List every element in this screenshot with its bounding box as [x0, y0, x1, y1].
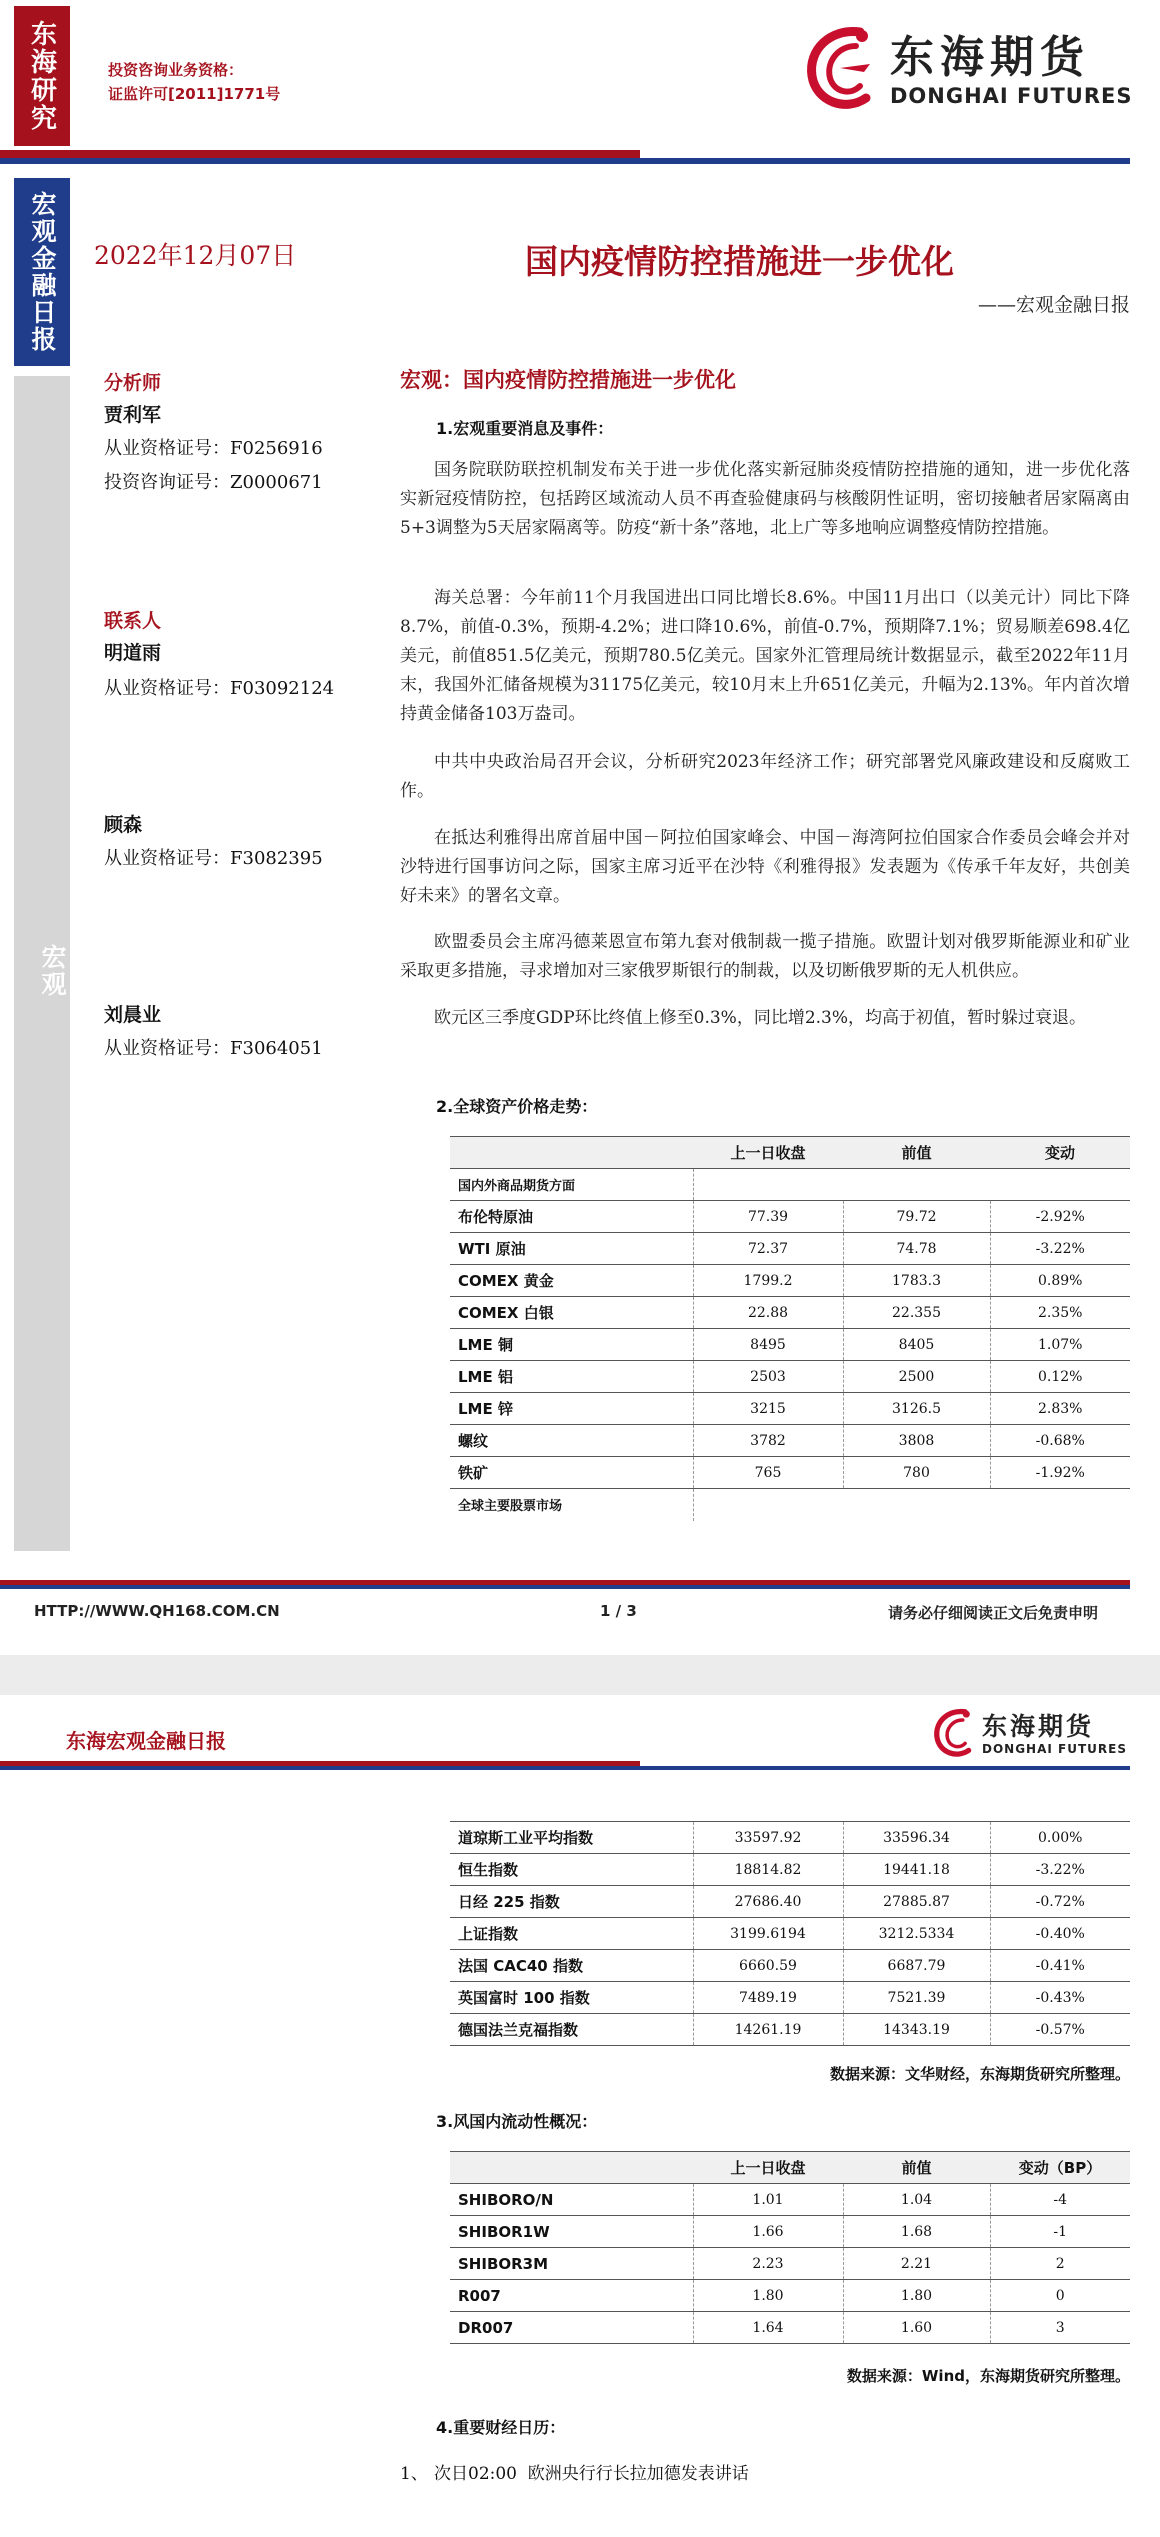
- company-logo: [930, 1707, 1127, 1761]
- row-prev: 2.21: [843, 2248, 990, 2280]
- row-close: 8495: [693, 1329, 843, 1361]
- calendar-item: [400, 2459, 749, 2484]
- row-close: 77.39: [693, 1201, 843, 1233]
- contact-name: 顾森: [104, 814, 143, 836]
- table-row: [450, 1361, 1130, 1393]
- liquidity-table: [450, 2151, 1130, 2344]
- row-label: SHIBORO/N: [450, 2184, 693, 2216]
- row-label: 铁矿: [450, 1457, 693, 1489]
- side-tag: 东海研究: [14, 6, 70, 146]
- calendar-item-text: 次日02:00 欧洲央行行长拉加德发表讲话: [434, 2464, 749, 2484]
- header-blue-rule: [0, 1766, 1130, 1770]
- report-page-2: [0, 1695, 1160, 2537]
- row-change: -1.92%: [990, 1457, 1130, 1489]
- logo-english-name: DONGHAI FUTURES: [890, 84, 1133, 108]
- row-close: 2.23: [693, 2248, 843, 2280]
- table-row: [450, 1393, 1130, 1425]
- column-header: [450, 2152, 693, 2184]
- row-close: 33597.92: [693, 1822, 843, 1854]
- row-change: -0.72%: [990, 1886, 1130, 1918]
- row-prev: 1783.3: [843, 1265, 990, 1297]
- dragon-logo-icon: [930, 1707, 978, 1761]
- table-group-row: [450, 1489, 1130, 1521]
- news-paragraph: 海关总署：今年前11个月我国进出口同比增长8.6%。中国11月出口（以美元计）同比下降8.7%，前值-0.3%，预期-4.2%；进口降10.6%，前值-0.7%，预期降7.1%；贸易顺差698.4亿美元，前值851.5亿美元，预期780.5亿美元。国家外汇管理局统计数据显示，截至2022年11月末，我国外汇储备规模为31175亿美元，较10月末上升651亿美元，升幅为2.13%。年内首次增持黄金储备103万盎司。: [400, 588, 1130, 724]
- row-close: 7489.19: [693, 1982, 843, 2014]
- group-label: 国内外商品期货方面: [450, 1169, 693, 1201]
- row-change: 2.35%: [990, 1297, 1130, 1329]
- row-close: 3782: [693, 1425, 843, 1457]
- section-heading: 宏观：国内疫情防控措施进一步优化: [400, 368, 736, 392]
- table-row: [450, 1886, 1130, 1918]
- table-row: [450, 1918, 1130, 1950]
- row-change: 2: [990, 2248, 1130, 2280]
- row-change: -0.57%: [990, 2014, 1130, 2046]
- row-change: 1.07%: [990, 1329, 1130, 1361]
- table-row: [450, 1265, 1130, 1297]
- row-close: 27686.40: [693, 1886, 843, 1918]
- analyst-label: 分析师: [104, 372, 162, 394]
- row-close: 72.37: [693, 1233, 843, 1265]
- contact-cert: 从业资格证号：F03092124: [104, 678, 335, 699]
- row-close: 1.66: [693, 2216, 843, 2248]
- row-change: 0.89%: [990, 1265, 1130, 1297]
- row-prev: 6687.79: [843, 1950, 990, 1982]
- row-close: 3215: [693, 1393, 843, 1425]
- logo-chinese-name: 东海期货: [982, 1712, 1095, 1741]
- news-paragraph: 欧盟委员会主席冯德莱恩宣布第九套对俄制裁一揽子措施。欧盟计划对俄罗斯能源业和矿业采取更多措施，寻求增加对三家俄罗斯银行的制裁，以及切断俄罗斯的无人机供应。: [400, 932, 1130, 981]
- row-change: -3.22%: [990, 1233, 1130, 1265]
- table-row: [450, 1329, 1130, 1361]
- row-prev: 3212.5334: [843, 1918, 990, 1950]
- row-close: 1.80: [693, 2280, 843, 2312]
- table-row: [450, 2184, 1130, 2216]
- row-label: 日经 225 指数: [450, 1886, 693, 1918]
- table-row: [450, 1822, 1130, 1854]
- table-row: [450, 2014, 1130, 2046]
- row-prev: 79.72: [843, 1201, 990, 1233]
- news-paragraph: 中共中央政治局召开会议，分析研究2023年经济工作；研究部署党风廉政建设和反腐败工作。: [400, 752, 1130, 801]
- row-label: SHIBOR1W: [450, 2216, 693, 2248]
- row-label: 法国 CAC40 指数: [450, 1950, 693, 1982]
- section-1-heading: 1.宏观重要消息及事件：: [436, 419, 614, 438]
- row-label: SHIBOR3M: [450, 2248, 693, 2280]
- row-change: -0.41%: [990, 1950, 1130, 1982]
- row-close: 1799.2: [693, 1265, 843, 1297]
- row-label: 德国法兰克福指数: [450, 2014, 693, 2046]
- section-4-heading: 4.重要财经日历：: [436, 2418, 566, 2437]
- row-change: -4: [990, 2184, 1130, 2216]
- column-header: 上一日收盘: [693, 2152, 843, 2184]
- row-close: 14261.19: [693, 2014, 843, 2046]
- calendar-item-number: 1、: [400, 2464, 428, 2484]
- row-prev: 14343.19: [843, 2014, 990, 2046]
- header-blue-rule: [0, 158, 1130, 164]
- table-row: [450, 1425, 1130, 1457]
- license-line-1: 投资咨询业务资格：: [108, 61, 244, 79]
- dragon-logo-icon: [800, 24, 882, 116]
- row-change: -0.40%: [990, 1918, 1130, 1950]
- row-prev: 1.80: [843, 2280, 990, 2312]
- row-label: 英国富时 100 指数: [450, 1982, 693, 2014]
- row-label: COMEX 白银: [450, 1297, 693, 1329]
- table-row: [450, 1457, 1130, 1489]
- row-change: -0.68%: [990, 1425, 1130, 1457]
- table-row: [450, 2312, 1130, 2344]
- table-row: [450, 2248, 1130, 2280]
- table-row: [450, 1854, 1130, 1886]
- row-prev: 3126.5: [843, 1393, 990, 1425]
- row-close: 6660.59: [693, 1950, 843, 1982]
- table-row: [450, 1297, 1130, 1329]
- contact-cert: 从业资格证号：F3082395: [104, 848, 323, 869]
- contact-cert: 从业资格证号：F3064051: [104, 1038, 323, 1059]
- section-3-heading: 3.风国内流动性概况：: [436, 2112, 598, 2131]
- row-change: 0.12%: [990, 1361, 1130, 1393]
- header-red-rule: [0, 150, 640, 158]
- row-label: 上证指数: [450, 1918, 693, 1950]
- license-info: [108, 58, 280, 106]
- group-label: 全球主要股票市场: [458, 1499, 563, 1515]
- row-change: 0.00%: [990, 1822, 1130, 1854]
- row-prev: 780: [843, 1457, 990, 1489]
- table-source-note: 数据来源：Wind，东海期货研究所整理。: [846, 2367, 1130, 2385]
- sidebar-sub-category: 宏观: [38, 943, 67, 998]
- row-prev: 7521.39: [843, 1982, 990, 2014]
- column-header: 变动: [990, 1137, 1130, 1169]
- row-change: 2.83%: [990, 1393, 1130, 1425]
- news-paragraph: 国务院联防联控机制发布关于进一步优化落实新冠肺炎疫情防控措施的通知，进一步优化落实新冠疫情防控，包括跨区域流动人员不再查验健康码与核酸阴性证明，密切接触者居家隔离由5+3调整为5天居家隔离等。防疫“新十条”落地，北上广等多地响应调整疫情防控措施。: [400, 460, 1130, 538]
- table-header-row: [450, 2152, 1130, 2184]
- logo-english-name: DONGHAI FUTURES: [982, 1742, 1127, 1756]
- row-label: R007: [450, 2280, 693, 2312]
- row-label: WTI 原油: [450, 1233, 693, 1265]
- column-header: 前值: [843, 2152, 990, 2184]
- row-label: DR007: [450, 2312, 693, 2344]
- equity-index-table: [450, 1821, 1130, 2046]
- row-label: LME 铝: [450, 1361, 693, 1393]
- report-date: 2022年12月07日: [94, 241, 297, 270]
- row-prev: 8405: [843, 1329, 990, 1361]
- row-label: LME 锌: [450, 1393, 693, 1425]
- row-prev: 1.68: [843, 2216, 990, 2248]
- row-close: 765: [693, 1457, 843, 1489]
- row-label: LME 铜: [450, 1329, 693, 1361]
- row-label: 布伦特原油: [450, 1201, 693, 1233]
- column-header: 上一日收盘: [693, 1137, 843, 1169]
- table-row: [450, 1950, 1130, 1982]
- sidebar-category: 宏观金融日报: [14, 178, 70, 366]
- row-label: COMEX 黄金: [450, 1265, 693, 1297]
- sidebar-gray-column: [14, 376, 70, 1551]
- row-prev: 22.355: [843, 1297, 990, 1329]
- news-paragraph: 欧元区三季度GDP环比终值上修至0.3%，同比增2.3%，均高于初值，暂时躲过衰退。: [434, 1008, 1087, 1028]
- row-change: 0: [990, 2280, 1130, 2312]
- table-row: [450, 1201, 1130, 1233]
- contact-name: 刘晨业: [104, 1004, 162, 1026]
- license-line-2: 证监许可[2011]1771号: [108, 85, 281, 103]
- company-logo: [800, 24, 1132, 116]
- table-row: [450, 2280, 1130, 2312]
- table-row: [450, 1982, 1130, 2014]
- row-change: 3: [990, 2312, 1130, 2344]
- footer-page-number: 1 / 3: [600, 1602, 637, 1620]
- footer-blue-rule: [0, 1585, 1130, 1589]
- analyst-cert-1: 从业资格证号：F0256916: [104, 438, 323, 459]
- row-close: 18814.82: [693, 1854, 843, 1886]
- row-prev: 33596.34: [843, 1822, 990, 1854]
- column-header: [450, 1137, 693, 1169]
- row-prev: 1.04: [843, 2184, 990, 2216]
- row-close: 3199.6194: [693, 1918, 843, 1950]
- row-prev: 74.78: [843, 1233, 990, 1265]
- analyst-cert-2: 投资咨询证号：Z0000671: [104, 472, 323, 493]
- report-subtitle: ——宏观金融日报: [977, 294, 1130, 316]
- table-row: [450, 1233, 1130, 1265]
- row-prev: 2500: [843, 1361, 990, 1393]
- row-change: -0.43%: [990, 1982, 1130, 2014]
- row-label: 道琼斯工业平均指数: [450, 1822, 693, 1854]
- row-change: -3.22%: [990, 1854, 1130, 1886]
- report-title: 国内疫情防控措施进一步优化: [525, 242, 954, 281]
- page-2-header-title: 东海宏观金融日报: [66, 1729, 226, 1753]
- logo-chinese-name: 东海期货: [890, 32, 1090, 83]
- row-close: 1.64: [693, 2312, 843, 2344]
- row-prev: 27885.87: [843, 1886, 990, 1918]
- row-close: 1.01: [693, 2184, 843, 2216]
- row-change: -1: [990, 2216, 1130, 2248]
- row-prev: 3808: [843, 1425, 990, 1457]
- column-header: 变动（BP）: [990, 2152, 1130, 2184]
- row-label: 恒生指数: [450, 1854, 693, 1886]
- footer-disclaimer: 请务必仔细阅读正文后免责申明: [888, 1604, 1099, 1622]
- row-close: 22.88: [693, 1297, 843, 1329]
- contact-name: 明道雨: [104, 642, 162, 664]
- footer-url[interactable]: HTTP://WWW.QH168.COM.CN: [34, 1602, 280, 1620]
- table-group-row: [450, 1169, 1130, 1201]
- column-header: 前值: [843, 1137, 990, 1169]
- row-label: 螺纹: [450, 1425, 693, 1457]
- analyst-name: 贾利军: [104, 404, 162, 426]
- commodity-price-table: [450, 1136, 1130, 1521]
- row-prev: 19441.18: [843, 1854, 990, 1886]
- table-row: [450, 2216, 1130, 2248]
- row-change: -2.92%: [990, 1201, 1130, 1233]
- table-source-note: 数据来源：文华财经，东海期货研究所整理。: [829, 2065, 1130, 2083]
- section-2-heading: 2.全球资产价格走势：: [436, 1097, 598, 1116]
- row-prev: 1.60: [843, 2312, 990, 2344]
- row-close: 2503: [693, 1361, 843, 1393]
- table-header-row: [450, 1137, 1130, 1169]
- contact-label: 联系人: [104, 610, 162, 632]
- news-paragraph: 在抵达利雅得出席首届中国－阿拉伯国家峰会、中国－海湾阿拉伯国家合作委员会峰会并对沙特进行国事访问之际，国家主席习近平在沙特《利雅得报》发表题为《传承千年友好，共创美好未来》的署名文章。: [400, 828, 1130, 906]
